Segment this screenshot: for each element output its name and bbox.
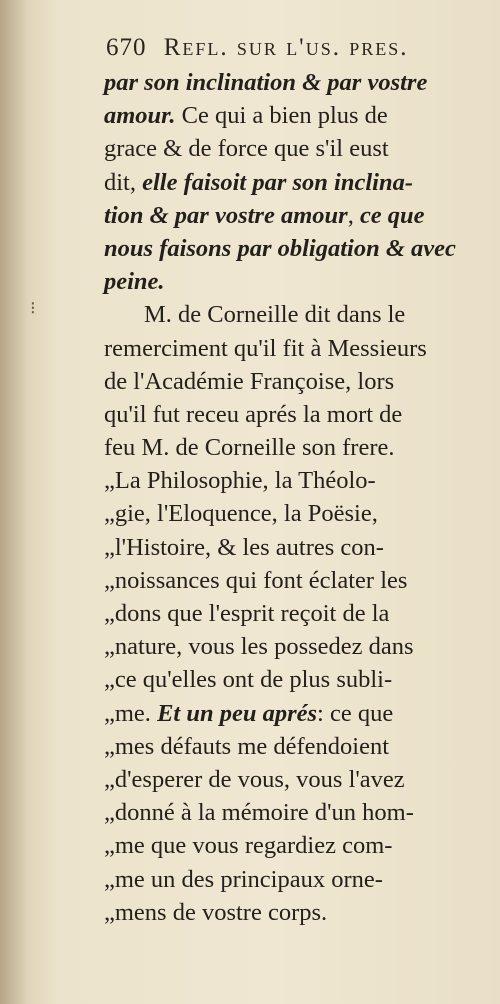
- roman-text: „d'esperer de vous, vous l'avez: [104, 765, 405, 793]
- roman-text: Ce qui a bien plus de: [175, 102, 388, 130]
- binding-shadow: [0, 0, 28, 1004]
- roman-text: „nature, vous les possedez dans: [104, 633, 414, 661]
- roman-text: ,: [347, 201, 360, 229]
- roman-text: dit,: [104, 168, 143, 196]
- roman-text: grace & de force que s'il eust: [104, 135, 389, 163]
- text-line: [104, 298, 476, 331]
- text-line: [104, 464, 476, 497]
- roman-text: „me.: [104, 699, 158, 727]
- roman-text: qu'il fut receu aprés la mort de: [104, 400, 403, 428]
- roman-text: „donné à la mémoire d'un hom-: [104, 799, 414, 827]
- page-header: [106, 34, 408, 62]
- italic-text: nous faisons par obligation & avec: [104, 234, 456, 262]
- page-number: 670: [106, 34, 147, 61]
- text-line: [104, 431, 476, 464]
- italic-text: tion & par vostre amour: [104, 201, 348, 229]
- roman-text: „noissances qui font éclater les: [104, 566, 408, 594]
- italic-text: amour.: [104, 102, 176, 130]
- roman-text: „me que vous regardiez com-: [104, 832, 393, 860]
- text-line: [104, 166, 476, 199]
- text-line: [104, 730, 476, 763]
- text-line: [104, 531, 476, 564]
- italic-text: par son inclination & par vostre: [104, 69, 428, 96]
- roman-text: remerciment qu'il fit à Messieurs: [104, 334, 427, 362]
- body-text: [104, 66, 476, 929]
- text-line: [104, 597, 476, 630]
- text-line: [104, 232, 476, 265]
- text-line: [104, 199, 476, 232]
- text-line: [104, 332, 476, 365]
- italic-text: elle faisoit par son inclina-: [142, 168, 414, 196]
- text-line: [104, 763, 476, 796]
- text-line: [104, 398, 476, 431]
- text-line: [104, 265, 476, 298]
- text-line: [104, 497, 476, 530]
- roman-text: de l'Académie Françoise, lors: [104, 367, 395, 395]
- text-line: [104, 66, 476, 99]
- roman-text: „l'Histoire, & les autres con-: [104, 533, 384, 561]
- text-line: [104, 630, 476, 663]
- text-line: [104, 663, 476, 696]
- italic-text: ce que: [359, 201, 425, 229]
- italic-text: Et un peu aprés: [157, 699, 318, 727]
- text-line: [104, 365, 476, 398]
- roman-text: feu M. de Corneille son frere.: [104, 434, 395, 462]
- text-line: [104, 564, 476, 597]
- text-line: [104, 796, 476, 829]
- roman-text: „ce qu'elles ont de plus subli-: [104, 666, 393, 694]
- text-line: [104, 863, 476, 896]
- text-line: [104, 99, 476, 132]
- text-line: [104, 132, 476, 165]
- margin-mark: ⁝: [30, 298, 36, 318]
- roman-text: M. de Corneille dit dans le: [144, 301, 406, 329]
- roman-text: „La Philosophie, la Théolo-: [104, 467, 376, 495]
- roman-text: „me un des principaux orne-: [104, 865, 383, 893]
- italic-text: peine.: [104, 268, 165, 296]
- roman-text: „mens de vostre corps.: [104, 898, 328, 926]
- text-line: [104, 829, 476, 862]
- roman-text: „mes défauts me défendoient: [104, 732, 390, 760]
- text-line: [104, 896, 476, 929]
- roman-text: „dons que l'esprit reçoit de la: [104, 600, 390, 627]
- roman-text: „gie, l'Eloquence, la Poësie,: [104, 500, 378, 528]
- roman-text: : ce que: [317, 699, 394, 727]
- running-title: Refl. sur l'us. pres.: [163, 34, 409, 61]
- text-line: [104, 697, 476, 730]
